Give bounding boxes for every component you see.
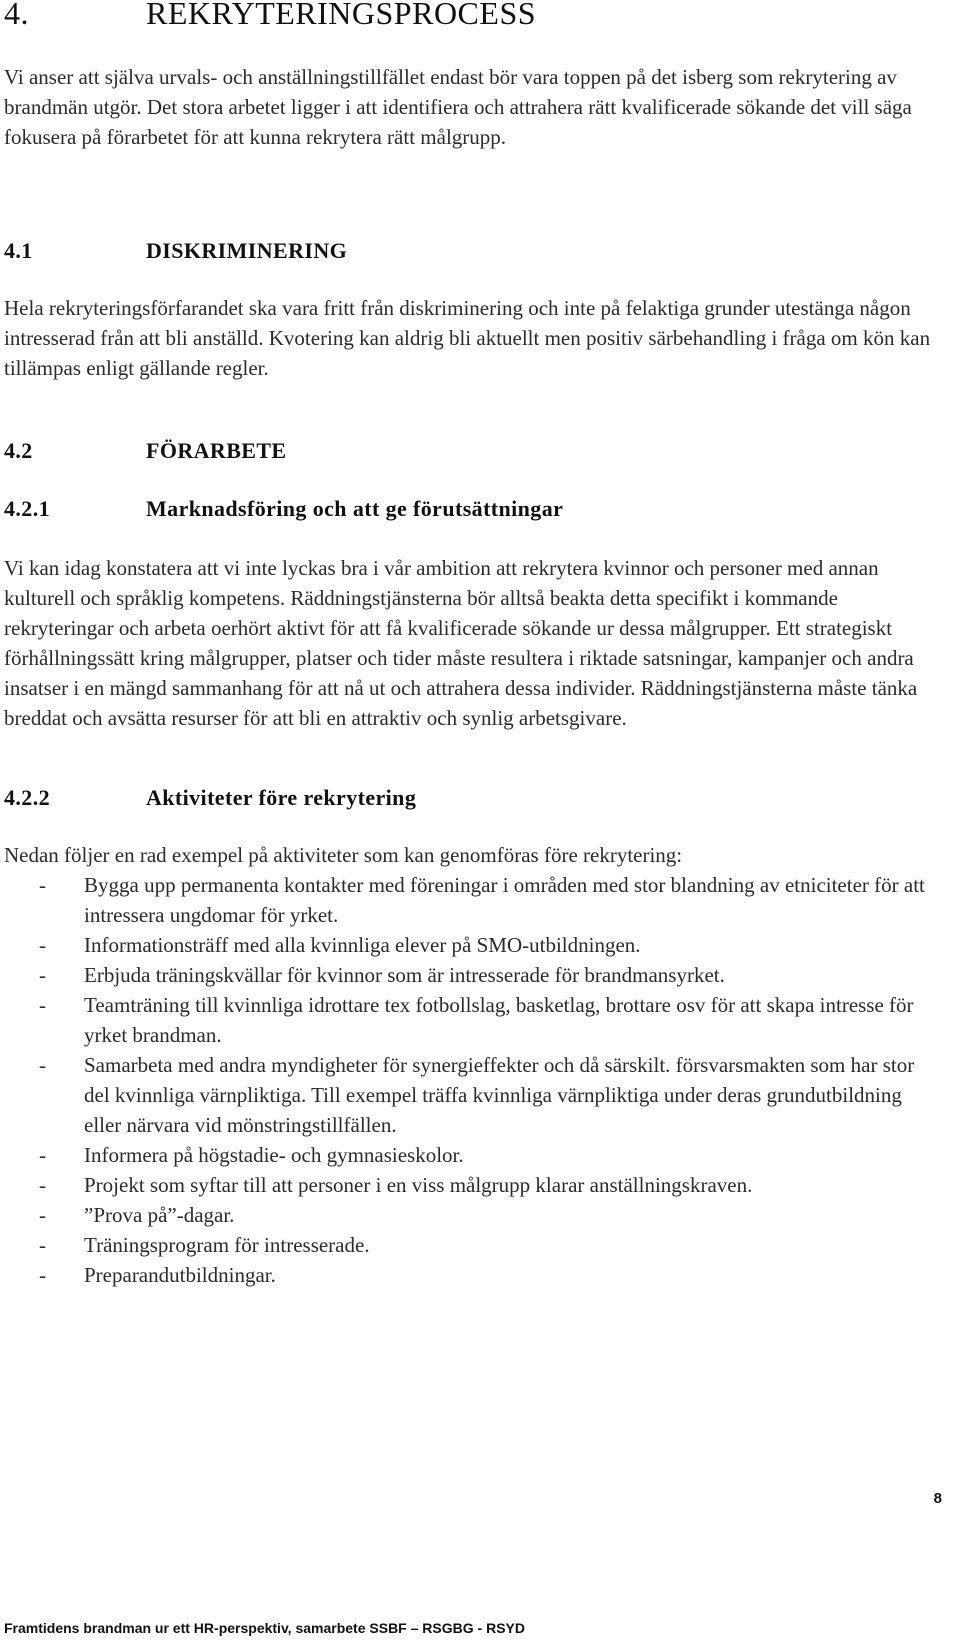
list-item-text: Bygga upp permanenta kontakter med föreningar i områden med stor blandning av etniciteter för att intressera ungdomar för yrket. bbox=[84, 873, 925, 927]
list-item bbox=[4, 870, 944, 930]
list-item-text: Informera på högstadie- och gymnasieskolor. bbox=[84, 1143, 464, 1167]
list-item bbox=[4, 1200, 944, 1230]
bullet-dash: - bbox=[39, 1143, 46, 1167]
section-title: Aktiviteter före rekrytering bbox=[146, 785, 417, 810]
list-item-text: Teamträning till kvinnliga idrottare tex fotbollslag, basketlag, brottare osv för att skapa intresse för yrket brandman. bbox=[84, 993, 914, 1047]
intro-paragraph: Vi anser att själva urvals- och anställningstillfället endast bör vara toppen på det isberg som rekrytering av brandmän utgör. Det stora arbetet ligger i att identifiera och attrahera rätt kvalificerade sökande det vill säga fokusera på förarbetet för att kunna rekrytera rätt målgrupp. bbox=[4, 65, 912, 149]
section-title: Marknadsföring och att ge förutsättningar bbox=[146, 496, 564, 521]
list-item bbox=[4, 990, 944, 1050]
list-item bbox=[4, 1050, 944, 1140]
section-number: 4.2.2 bbox=[4, 785, 50, 810]
section-number: 4.2.1 bbox=[4, 496, 50, 521]
section-title: DISKRIMINERING bbox=[146, 238, 348, 263]
list-item-text: ”Prova på”-dagar. bbox=[84, 1203, 235, 1227]
list-item-text: Informationsträff med alla kvinnliga elever på SMO-utbildningen. bbox=[84, 933, 641, 957]
list-item bbox=[4, 1170, 944, 1200]
section-4-1-paragraph: Hela rekryteringsförfarandet ska vara fritt från diskriminering och inte på felaktiga grunder utestänga någon intresserad från att bli anställd. Kvotering kan aldrig bli aktuellt men positiv särbehandling i fråga om kön kan tillämpas enligt gällande regler. bbox=[4, 296, 931, 380]
bullet-dash: - bbox=[39, 873, 46, 897]
section-heading-4-2-1 bbox=[4, 494, 944, 524]
chapter-title: REKRYTERINGSPROCESS bbox=[146, 0, 537, 31]
bullet-dash: - bbox=[39, 1173, 46, 1197]
list-item-text: Preparandutbildningar. bbox=[84, 1263, 276, 1287]
bullet-dash: - bbox=[39, 1053, 46, 1077]
activities-intro: Nedan följer en rad exempel på aktiviteter som kan genomföras före rekrytering: bbox=[4, 843, 683, 867]
list-item bbox=[4, 1230, 944, 1260]
bullet-dash: - bbox=[39, 993, 46, 1017]
activities-list bbox=[4, 870, 944, 1290]
section-heading-4-1 bbox=[4, 236, 944, 266]
list-item bbox=[4, 960, 944, 990]
section-4-2-1-paragraph: Vi kan idag konstatera att vi inte lyckas bra i vår ambition att rekrytera kvinnor och personer med annan kulturell och språklig kompetens. Räddningstjänsterna bör alltså beakta detta specifikt i kommande rekryteringar och arbeta oerhört aktivt för att få kvalificerade sökande ur dessa målgrupper. Ett strategiskt förhållningssätt kring målgrupper, platser och tider måste resultera i riktade satsningar, kampanjer och andra insatser i en mängd sammanhang för att nå ut och attrahera dessa individer. Räddningstjänsterna måste tänka breddat och avsätta resurser för att bli en attraktiv och synlig arbetsgivare. bbox=[4, 556, 918, 730]
bullet-dash: - bbox=[39, 1203, 46, 1227]
list-item bbox=[4, 1140, 944, 1170]
chapter-number: 4. bbox=[4, 0, 29, 31]
page-footer: Framtidens brandman ur ett HR-perspektiv, samarbete SSBF – RSGBG - RSYD bbox=[4, 1620, 525, 1636]
section-number: 4.1 bbox=[4, 238, 33, 263]
section-heading-4-2-2 bbox=[4, 783, 944, 813]
section-number: 4.2 bbox=[4, 438, 33, 463]
list-item-text: Erbjuda träningskvällar för kvinnor som är intresserade för brandmansyrket. bbox=[84, 963, 725, 987]
page-number: 8 bbox=[933, 1490, 942, 1507]
bullet-dash: - bbox=[39, 1233, 46, 1257]
section-heading-4-2 bbox=[4, 436, 944, 466]
list-item bbox=[4, 1260, 944, 1290]
bullet-dash: - bbox=[39, 1263, 46, 1287]
bullet-dash: - bbox=[39, 933, 46, 957]
list-item-text: Projekt som syftar till att personer i en viss målgrupp klarar anställningskraven. bbox=[84, 1173, 753, 1197]
chapter-heading bbox=[4, 0, 944, 34]
list-item-text: Träningsprogram för intresserade. bbox=[84, 1233, 370, 1257]
list-item bbox=[4, 930, 944, 960]
list-item-text: Samarbeta med andra myndigheter för synergieffekter och då särskilt. försvarsmakten som har stor del kvinnliga värnpliktiga. Till exempel träffa kvinnliga värnpliktiga under deras grundutbildning eller närvara vid mönstringstillfällen. bbox=[84, 1053, 915, 1137]
section-title: FÖRARBETE bbox=[146, 438, 287, 463]
bullet-dash: - bbox=[39, 963, 46, 987]
